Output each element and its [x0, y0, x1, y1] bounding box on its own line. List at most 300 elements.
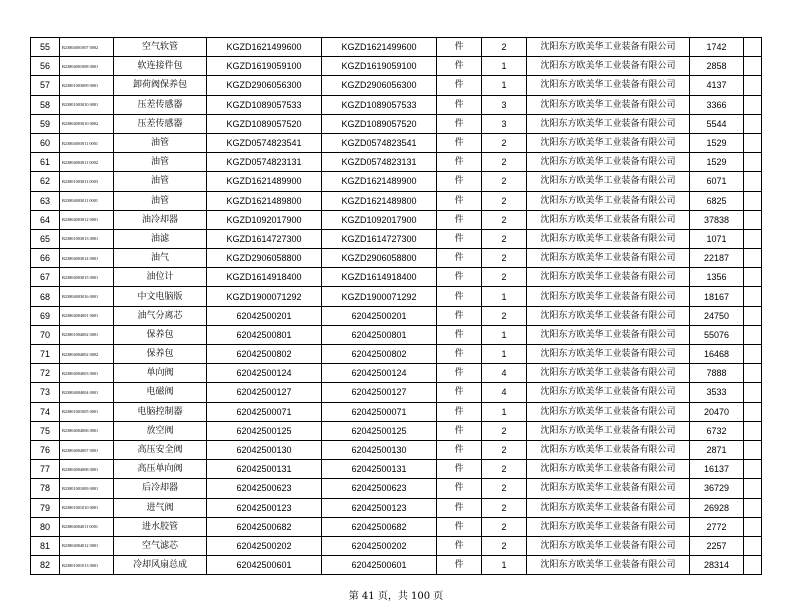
price-cell: 28314	[690, 556, 744, 575]
unit-cell: 件	[437, 38, 482, 57]
unit-cell: 件	[437, 402, 482, 421]
price-cell: 26928	[690, 498, 744, 517]
part-name-cell: 高压单向阀	[114, 460, 207, 479]
parts-table-container	[30, 37, 761, 575]
part-name-cell: 高压安全阀	[114, 440, 207, 459]
part-model-cell: 62042500682	[322, 517, 437, 536]
unit-cell: 件	[437, 517, 482, 536]
quantity-cell: 2	[482, 191, 527, 210]
blank-cell	[744, 287, 762, 306]
material-code-cell: B23801003010 0001	[60, 95, 114, 114]
quantity-cell: 3	[482, 114, 527, 133]
unit-cell: 件	[437, 536, 482, 555]
supplier-cell: 沈阳东方欧美华工业装备有限公司	[527, 556, 690, 575]
supplier-cell: 沈阳东方欧美华工业装备有限公司	[527, 325, 690, 344]
part-model-cell: 62042500125	[322, 421, 437, 440]
row-number-cell: 75	[31, 421, 60, 440]
part-name-cell: 油管	[114, 153, 207, 172]
quantity-cell: 2	[482, 440, 527, 459]
part-model-cell: 62042500131	[322, 460, 437, 479]
price-cell: 6825	[690, 191, 744, 210]
row-number-cell: 64	[31, 210, 60, 229]
unit-cell: 件	[437, 364, 482, 383]
quantity-cell: 1	[482, 57, 527, 76]
material-code-cell: B23801001005 0001	[60, 402, 114, 421]
material-code-cell: B23804003011 0002	[60, 153, 114, 172]
blank-cell	[744, 229, 762, 248]
part-model-cell: KGZD1092017900	[322, 210, 437, 229]
quantity-cell: 2	[482, 306, 527, 325]
table-row	[31, 191, 762, 210]
part-spec-cell: 62042500127	[207, 383, 322, 402]
table-row	[31, 536, 762, 555]
unit-cell: 件	[437, 440, 482, 459]
price-cell: 37838	[690, 210, 744, 229]
row-number-cell: 82	[31, 556, 60, 575]
part-spec-cell: 62042500201	[207, 306, 322, 325]
unit-cell: 件	[437, 421, 482, 440]
row-number-cell: 65	[31, 229, 60, 248]
part-model-cell: 62042500127	[322, 383, 437, 402]
part-name-cell: 油气分离芯	[114, 306, 207, 325]
part-model-cell: KGZD1089057520	[322, 114, 437, 133]
table-row	[31, 364, 762, 383]
price-cell: 36729	[690, 479, 744, 498]
part-model-cell: 62042500201	[322, 306, 437, 325]
part-spec-cell: KGZD0574823541	[207, 133, 322, 152]
part-name-cell: 油滤	[114, 229, 207, 248]
material-code-cell: B23801001010 0001	[60, 498, 114, 517]
quantity-cell: 2	[482, 172, 527, 191]
material-code-cell: B23804004002 0002	[60, 345, 114, 364]
part-model-cell: 62042500623	[322, 479, 437, 498]
price-cell: 4137	[690, 76, 744, 95]
unit-cell: 件	[437, 325, 482, 344]
part-spec-cell: 62042500802	[207, 345, 322, 364]
part-spec-cell: KGZD1621499600	[207, 38, 322, 57]
supplier-cell: 沈阳东方欧美华工业装备有限公司	[527, 268, 690, 287]
material-code-cell: B23804003012 0001	[60, 210, 114, 229]
price-cell: 55076	[690, 325, 744, 344]
part-model-cell: KGZD1614918400	[322, 268, 437, 287]
quantity-cell: 2	[482, 38, 527, 57]
part-model-cell: 62042500123	[322, 498, 437, 517]
material-code-cell: B23801004002 0001	[60, 325, 114, 344]
quantity-cell: 2	[482, 133, 527, 152]
table-row	[31, 498, 762, 517]
supplier-cell: 沈阳东方欧美华工业装备有限公司	[527, 172, 690, 191]
row-number-cell: 68	[31, 287, 60, 306]
part-spec-cell: KGZD1621489900	[207, 172, 322, 191]
unit-cell: 件	[437, 114, 482, 133]
material-code-cell: B23804004008 0001	[60, 460, 114, 479]
blank-cell	[744, 172, 762, 191]
row-number-cell: 72	[31, 364, 60, 383]
part-model-cell: 62042500130	[322, 440, 437, 459]
unit-cell: 件	[437, 210, 482, 229]
supplier-cell: 沈阳东方欧美华工业装备有限公司	[527, 191, 690, 210]
part-name-cell: 进气阀	[114, 498, 207, 517]
price-cell: 24750	[690, 306, 744, 325]
price-cell: 1356	[690, 268, 744, 287]
part-name-cell: 油冷却器	[114, 210, 207, 229]
blank-cell	[744, 210, 762, 229]
supplier-cell: 沈阳东方欧美华工业装备有限公司	[527, 460, 690, 479]
part-name-cell: 空气软管	[114, 38, 207, 57]
part-model-cell: KGZD1619059100	[322, 57, 437, 76]
row-number-cell: 80	[31, 517, 60, 536]
part-model-cell: 62042500801	[322, 325, 437, 344]
part-model-cell: KGZD1621489900	[322, 172, 437, 191]
unit-cell: 件	[437, 191, 482, 210]
blank-cell	[744, 383, 762, 402]
table-row	[31, 306, 762, 325]
material-code-cell: B23801001009 0001	[60, 479, 114, 498]
part-name-cell: 放空阀	[114, 421, 207, 440]
price-cell: 20470	[690, 402, 744, 421]
supplier-cell: 沈阳东方欧美华工业装备有限公司	[527, 402, 690, 421]
unit-cell: 件	[437, 172, 482, 191]
row-number-cell: 74	[31, 402, 60, 421]
row-number-cell: 67	[31, 268, 60, 287]
material-code-cell: B23804003011 0001	[60, 133, 114, 152]
quantity-cell: 1	[482, 76, 527, 95]
price-cell: 2871	[690, 440, 744, 459]
page-footer: 第 41 页，共 100 页	[348, 591, 444, 602]
material-code-cell: B23804001007 0002	[60, 38, 114, 57]
part-name-cell: 单向阀	[114, 364, 207, 383]
quantity-cell: 1	[482, 325, 527, 344]
supplier-cell: 沈阳东方欧美华工业装备有限公司	[527, 498, 690, 517]
row-number-cell: 66	[31, 249, 60, 268]
blank-cell	[744, 556, 762, 575]
part-spec-cell: KGZD1621489800	[207, 191, 322, 210]
table-row	[31, 556, 762, 575]
supplier-cell: 沈阳东方欧美华工业装备有限公司	[527, 421, 690, 440]
material-code-cell: B23804004001 0001	[60, 306, 114, 325]
part-spec-cell: KGZD1089057533	[207, 95, 322, 114]
material-code-cell: B23801003011 0003	[60, 172, 114, 191]
price-cell: 1529	[690, 133, 744, 152]
table-row	[31, 133, 762, 152]
part-spec-cell: 62042500071	[207, 402, 322, 421]
part-name-cell: 保养包	[114, 345, 207, 364]
row-number-cell: 61	[31, 153, 60, 172]
row-number-cell: 63	[31, 191, 60, 210]
quantity-cell: 2	[482, 249, 527, 268]
material-code-cell: B23801003013 0001	[60, 229, 114, 248]
material-code-cell: B23801003009 0001	[60, 76, 114, 95]
blank-cell	[744, 306, 762, 325]
material-code-cell: B23804004007 0001	[60, 440, 114, 459]
part-spec-cell: 62042500124	[207, 364, 322, 383]
row-number-cell: 56	[31, 57, 60, 76]
price-cell: 6071	[690, 172, 744, 191]
price-cell: 1071	[690, 229, 744, 248]
blank-cell	[744, 249, 762, 268]
quantity-cell: 3	[482, 95, 527, 114]
supplier-cell: 沈阳东方欧美华工业装备有限公司	[527, 306, 690, 325]
part-model-cell: KGZD1621489800	[322, 191, 437, 210]
part-name-cell: 油位计	[114, 268, 207, 287]
part-spec-cell: 62042500801	[207, 325, 322, 344]
quantity-cell: 1	[482, 556, 527, 575]
row-number-cell: 60	[31, 133, 60, 152]
supplier-cell: 沈阳东方欧美华工业装备有限公司	[527, 153, 690, 172]
unit-cell: 件	[437, 229, 482, 248]
table-row	[31, 153, 762, 172]
blank-cell	[744, 76, 762, 95]
part-name-cell: 油管	[114, 172, 207, 191]
material-code-cell: B23804004011 0001	[60, 517, 114, 536]
blank-cell	[744, 536, 762, 555]
table-row	[31, 38, 762, 57]
supplier-cell: 沈阳东方欧美华工业装备有限公司	[527, 133, 690, 152]
table-row	[31, 345, 762, 364]
part-spec-cell: KGZD1092017900	[207, 210, 322, 229]
unit-cell: 件	[437, 306, 482, 325]
supplier-cell: 沈阳东方欧美华工业装备有限公司	[527, 229, 690, 248]
supplier-cell: 沈阳东方欧美华工业装备有限公司	[527, 287, 690, 306]
quantity-cell: 2	[482, 498, 527, 517]
supplier-cell: 沈阳东方欧美华工业装备有限公司	[527, 210, 690, 229]
quantity-cell: 4	[482, 383, 527, 402]
part-spec-cell: 62042500682	[207, 517, 322, 536]
blank-cell	[744, 517, 762, 536]
table-row	[31, 95, 762, 114]
price-cell: 3366	[690, 95, 744, 114]
part-name-cell: 压差传感器	[114, 114, 207, 133]
material-code-cell: B23804003011 0001	[60, 191, 114, 210]
part-model-cell: KGZD2906056300	[322, 76, 437, 95]
part-name-cell: 中文电脑版	[114, 287, 207, 306]
unit-cell: 件	[437, 383, 482, 402]
material-code-cell: B23804003010 0002	[60, 114, 114, 133]
supplier-cell: 沈阳东方欧美华工业装备有限公司	[527, 38, 690, 57]
quantity-cell: 2	[482, 268, 527, 287]
quantity-cell: 2	[482, 479, 527, 498]
part-name-cell: 卸荷阀保养包	[114, 76, 207, 95]
blank-cell	[744, 402, 762, 421]
table-row	[31, 517, 762, 536]
material-code-cell: B23804004003 0001	[60, 364, 114, 383]
price-cell: 5544	[690, 114, 744, 133]
part-spec-cell: 62042500202	[207, 536, 322, 555]
part-model-cell: KGZD1614727300	[322, 229, 437, 248]
row-number-cell: 70	[31, 325, 60, 344]
table-row	[31, 421, 762, 440]
unit-cell: 件	[437, 460, 482, 479]
material-code-cell: B23804004012 0001	[60, 536, 114, 555]
quantity-cell: 2	[482, 536, 527, 555]
blank-cell	[744, 479, 762, 498]
part-model-cell: KGZD2906058800	[322, 249, 437, 268]
part-model-cell: KGZD1089057533	[322, 95, 437, 114]
supplier-cell: 沈阳东方欧美华工业装备有限公司	[527, 345, 690, 364]
supplier-cell: 沈阳东方欧美华工业装备有限公司	[527, 57, 690, 76]
part-name-cell: 空气滤芯	[114, 536, 207, 555]
part-model-cell: 62042500202	[322, 536, 437, 555]
part-spec-cell: KGZD1089057520	[207, 114, 322, 133]
part-name-cell: 油气	[114, 249, 207, 268]
unit-cell: 件	[437, 249, 482, 268]
quantity-cell: 1	[482, 345, 527, 364]
part-model-cell: KGZD1900071292	[322, 287, 437, 306]
supplier-cell: 沈阳东方欧美华工业装备有限公司	[527, 536, 690, 555]
part-name-cell: 油管	[114, 133, 207, 152]
unit-cell: 件	[437, 345, 482, 364]
price-cell: 1742	[690, 38, 744, 57]
part-name-cell: 压差传感器	[114, 95, 207, 114]
row-number-cell: 81	[31, 536, 60, 555]
row-number-cell: 57	[31, 76, 60, 95]
unit-cell: 件	[437, 498, 482, 517]
quantity-cell: 2	[482, 460, 527, 479]
row-number-cell: 69	[31, 306, 60, 325]
material-code-cell: B23804003015 0001	[60, 268, 114, 287]
quantity-cell: 1	[482, 287, 527, 306]
part-spec-cell: KGZD2906056300	[207, 76, 322, 95]
table-row	[31, 249, 762, 268]
parts-table	[30, 37, 762, 575]
table-row	[31, 76, 762, 95]
price-cell: 16468	[690, 345, 744, 364]
material-code-cell: B23804003016 0001	[60, 287, 114, 306]
blank-cell	[744, 38, 762, 57]
supplier-cell: 沈阳东方欧美华工业装备有限公司	[527, 114, 690, 133]
unit-cell: 件	[437, 153, 482, 172]
unit-cell: 件	[437, 556, 482, 575]
table-row	[31, 287, 762, 306]
material-code-cell: B23804001008 0001	[60, 57, 114, 76]
part-spec-cell: KGZD1614727300	[207, 229, 322, 248]
blank-cell	[744, 114, 762, 133]
blank-cell	[744, 460, 762, 479]
blank-cell	[744, 133, 762, 152]
price-cell: 6732	[690, 421, 744, 440]
blank-cell	[744, 268, 762, 287]
part-model-cell: KGZD0574823131	[322, 153, 437, 172]
part-spec-cell: 62042500123	[207, 498, 322, 517]
row-number-cell: 79	[31, 498, 60, 517]
supplier-cell: 沈阳东方欧美华工业装备有限公司	[527, 440, 690, 459]
unit-cell: 件	[437, 287, 482, 306]
part-spec-cell: 62042500130	[207, 440, 322, 459]
price-cell: 3533	[690, 383, 744, 402]
supplier-cell: 沈阳东方欧美华工业装备有限公司	[527, 383, 690, 402]
material-code-cell: B23801001013 0001	[60, 556, 114, 575]
table-row	[31, 268, 762, 287]
blank-cell	[744, 95, 762, 114]
blank-cell	[744, 498, 762, 517]
part-spec-cell: 62042500623	[207, 479, 322, 498]
part-spec-cell: KGZD2906058800	[207, 249, 322, 268]
part-spec-cell: 62042500131	[207, 460, 322, 479]
material-code-cell: B23804004006 0001	[60, 421, 114, 440]
part-name-cell: 电磁阀	[114, 383, 207, 402]
blank-cell	[744, 57, 762, 76]
supplier-cell: 沈阳东方欧美华工业装备有限公司	[527, 364, 690, 383]
row-number-cell: 55	[31, 38, 60, 57]
quantity-cell: 2	[482, 517, 527, 536]
supplier-cell: 沈阳东方欧美华工业装备有限公司	[527, 249, 690, 268]
blank-cell	[744, 325, 762, 344]
part-name-cell: 油管	[114, 191, 207, 210]
part-name-cell: 后冷却器	[114, 479, 207, 498]
blank-cell	[744, 345, 762, 364]
row-number-cell: 73	[31, 383, 60, 402]
table-row	[31, 172, 762, 191]
table-body	[31, 38, 762, 575]
table-row	[31, 229, 762, 248]
price-cell: 2772	[690, 517, 744, 536]
supplier-cell: 沈阳东方欧美华工业装备有限公司	[527, 76, 690, 95]
part-model-cell: 62042500601	[322, 556, 437, 575]
part-model-cell: KGZD1621499600	[322, 38, 437, 57]
unit-cell: 件	[437, 479, 482, 498]
part-spec-cell: 62042500125	[207, 421, 322, 440]
part-spec-cell: KGZD0574823131	[207, 153, 322, 172]
row-number-cell: 59	[31, 114, 60, 133]
part-spec-cell: KGZD1900071292	[207, 287, 322, 306]
quantity-cell: 1	[482, 402, 527, 421]
part-model-cell: KGZD0574823541	[322, 133, 437, 152]
unit-cell: 件	[437, 57, 482, 76]
part-name-cell: 冷却风扇总成	[114, 556, 207, 575]
part-spec-cell: KGZD1619059100	[207, 57, 322, 76]
unit-cell: 件	[437, 95, 482, 114]
material-code-cell: B23804004004 0001	[60, 383, 114, 402]
table-row	[31, 114, 762, 133]
quantity-cell: 2	[482, 210, 527, 229]
price-cell: 1529	[690, 153, 744, 172]
supplier-cell: 沈阳东方欧美华工业装备有限公司	[527, 95, 690, 114]
supplier-cell: 沈阳东方欧美华工业装备有限公司	[527, 479, 690, 498]
blank-cell	[744, 191, 762, 210]
row-number-cell: 76	[31, 440, 60, 459]
part-name-cell: 进水胶管	[114, 517, 207, 536]
price-cell: 2257	[690, 536, 744, 555]
part-name-cell: 保养包	[114, 325, 207, 344]
part-model-cell: 62042500071	[322, 402, 437, 421]
table-row	[31, 479, 762, 498]
part-spec-cell: KGZD1614918400	[207, 268, 322, 287]
blank-cell	[744, 153, 762, 172]
quantity-cell: 2	[482, 229, 527, 248]
price-cell: 18167	[690, 287, 744, 306]
price-cell: 7888	[690, 364, 744, 383]
unit-cell: 件	[437, 133, 482, 152]
row-number-cell: 78	[31, 479, 60, 498]
part-spec-cell: 62042500601	[207, 556, 322, 575]
part-model-cell: 62042500124	[322, 364, 437, 383]
table-row	[31, 325, 762, 344]
table-row	[31, 460, 762, 479]
part-model-cell: 62042500802	[322, 345, 437, 364]
price-cell: 2858	[690, 57, 744, 76]
material-code-cell: B23804003014 0001	[60, 249, 114, 268]
unit-cell: 件	[437, 76, 482, 95]
quantity-cell: 2	[482, 153, 527, 172]
blank-cell	[744, 421, 762, 440]
blank-cell	[744, 440, 762, 459]
table-row	[31, 210, 762, 229]
supplier-cell: 沈阳东方欧美华工业装备有限公司	[527, 517, 690, 536]
table-row	[31, 440, 762, 459]
price-cell: 22187	[690, 249, 744, 268]
row-number-cell: 71	[31, 345, 60, 364]
row-number-cell: 77	[31, 460, 60, 479]
